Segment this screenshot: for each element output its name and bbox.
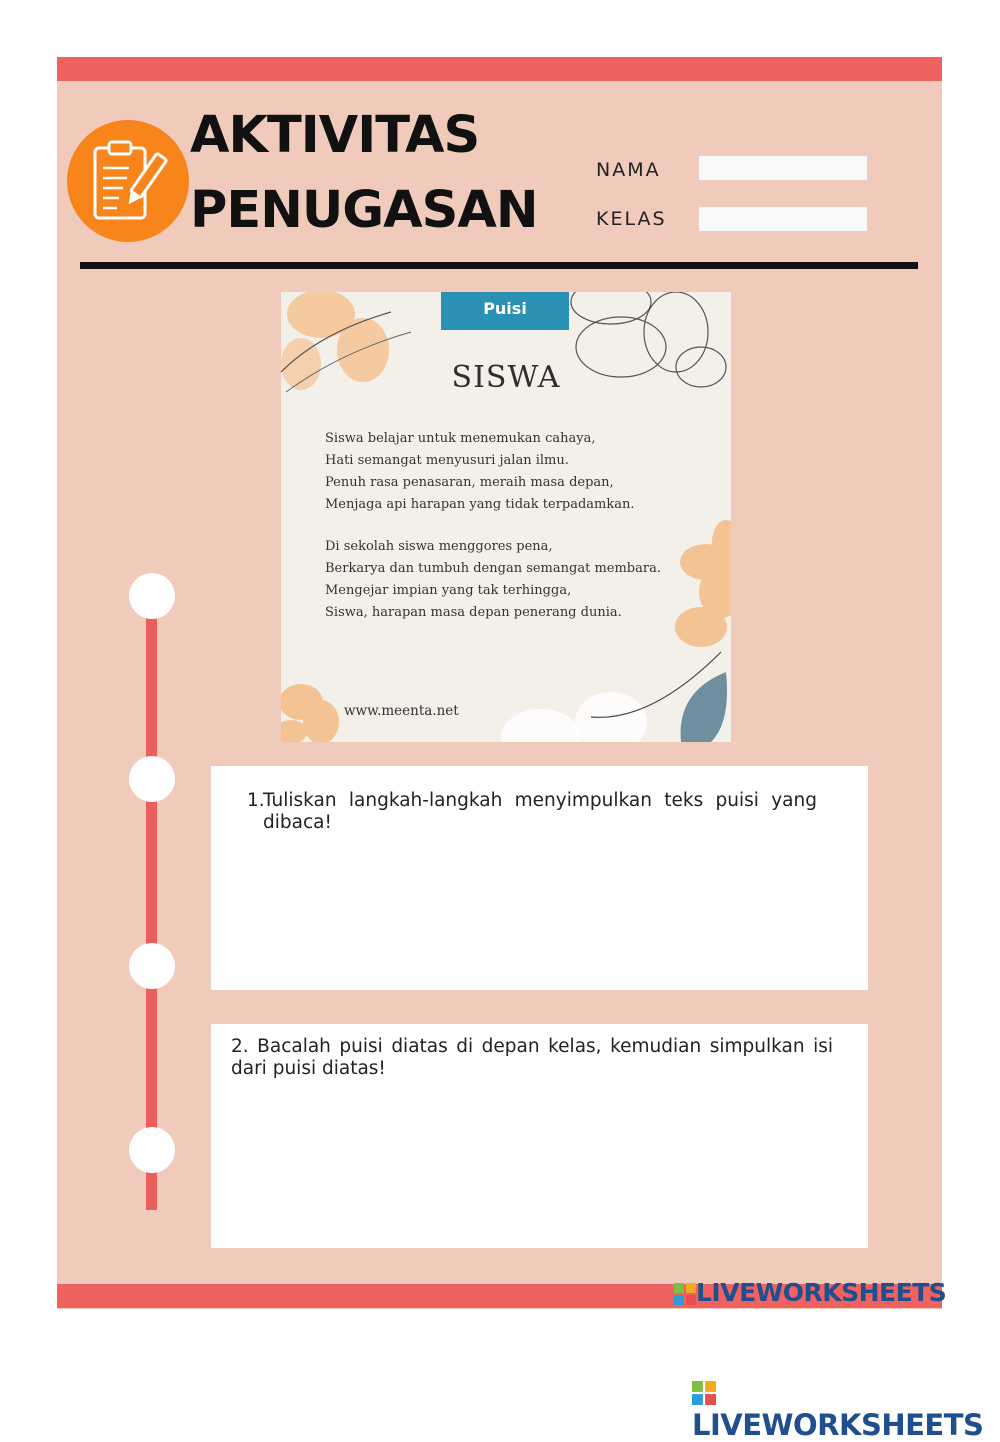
- clipboard-pencil-icon: [67, 120, 189, 242]
- poem-stanza-1: [325, 428, 635, 516]
- question-1: [247, 790, 817, 834]
- timeline-dot: [129, 1127, 175, 1173]
- name-field[interactable]: [699, 156, 867, 180]
- poem-line: Hati semangat menyusuri jalan ilmu.: [325, 453, 569, 468]
- question-1-number: 1.: [247, 790, 265, 811]
- timeline-dot: [129, 573, 175, 619]
- answer-box-2[interactable]: [211, 1024, 868, 1248]
- liveworksheets-logo-icon: [674, 1283, 696, 1305]
- top-accent-bar: [57, 57, 942, 81]
- name-label: NAMA: [596, 159, 661, 181]
- timeline-dot: [129, 943, 175, 989]
- liveworksheets-wordmark: LIVEWORKSHEETS: [696, 1278, 947, 1307]
- question-1-text: Tuliskan langkah-langkah menyimpulkan teks puisi yang dibaca!: [263, 790, 817, 833]
- header-divider: [80, 262, 918, 269]
- liveworksheets-logo-inner: [674, 1278, 946, 1307]
- poem-source: www.meenta.net: [344, 703, 459, 719]
- poem-stanza-2: [325, 536, 661, 624]
- answer-box-1[interactable]: [211, 766, 868, 990]
- poem-line: Menjaga api harapan yang tidak terpadamkan.: [325, 497, 635, 512]
- poem-title: SISWA: [451, 360, 561, 395]
- title-line-1: AKTIVITAS: [190, 106, 480, 165]
- class-field[interactable]: [699, 207, 867, 231]
- timeline-line: [146, 596, 157, 1210]
- poem-image: [281, 292, 731, 742]
- question-2-text: 2. Bacalah puisi diatas di depan kelas, kemudian simpulkan isi dari puisi diatas!: [231, 1036, 833, 1079]
- class-label: KELAS: [596, 208, 667, 230]
- poem-line: Siswa, harapan masa depan penerang dunia.: [325, 605, 622, 620]
- poem-line: Siswa belajar untuk menemukan cahaya,: [325, 431, 596, 446]
- poem-line: Mengejar impian yang tak terhingga,: [325, 583, 572, 598]
- liveworksheets-logo-icon: [692, 1381, 716, 1405]
- liveworksheets-logo-footer: [692, 1374, 1000, 1442]
- poem-line: Penuh rasa penasaran, meraih masa depan,: [325, 475, 614, 490]
- timeline-dot: [129, 756, 175, 802]
- liveworksheets-wordmark: LIVEWORKSHEETS: [692, 1408, 984, 1442]
- poem-line: Berkarya dan tumbuh dengan semangat membara.: [325, 561, 661, 576]
- title-line-2: PENUGASAN: [190, 181, 538, 240]
- poem-tag: Puisi: [441, 292, 569, 330]
- poem-line: Di sekolah siswa menggores pena,: [325, 539, 553, 554]
